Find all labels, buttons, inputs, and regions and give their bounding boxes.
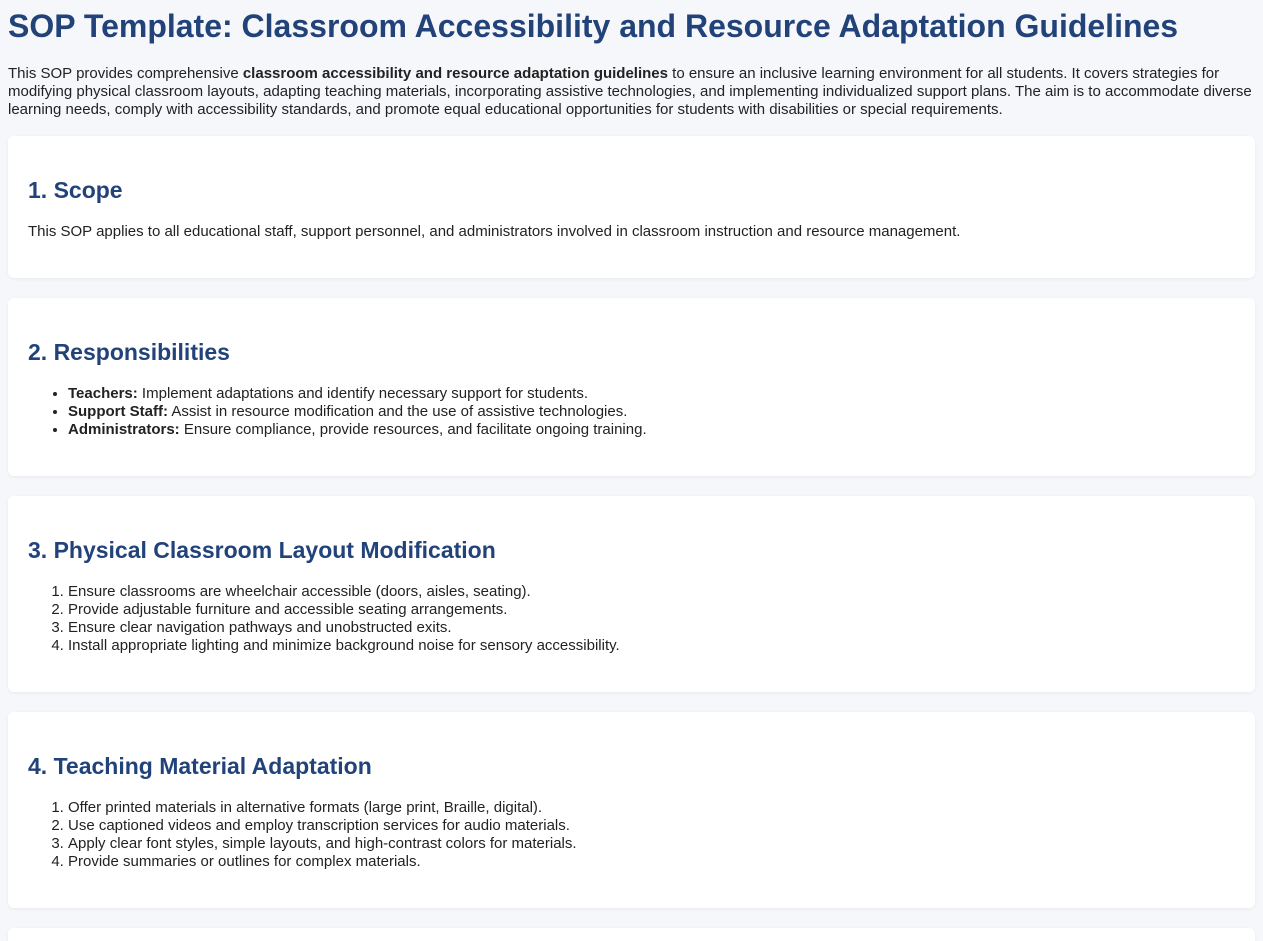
list-item: 1. Offer printed materials in alternative formats (large print, Braille, digital).: [68, 799, 1235, 817]
section-next-partial: [8, 928, 1255, 941]
role-label: Support Staff:: [68, 403, 168, 420]
list-item: 2. Use captioned videos and employ transcription services for audio materials.: [68, 817, 1235, 835]
intro-text-start: This SOP provides comprehensive: [8, 65, 243, 82]
section-material-adaptation: [8, 712, 1255, 908]
list-item: 4. Provide summaries or outlines for complex materials.: [68, 853, 1235, 871]
role-label: Administrators:: [68, 421, 180, 438]
scope-text: This SOP applies to all educational staff, support personnel, and administrators involved in classroom instruction and resource management.: [28, 223, 961, 240]
section-heading-scope: 1. Scope: [28, 177, 123, 203]
intro-paragraph: [8, 65, 1255, 119]
section-layout-modification: [8, 496, 1255, 692]
page-title: SOP Template: Classroom Accessibility and Resource Adaptation Guidelines: [8, 8, 1179, 44]
list-item: [68, 421, 1235, 439]
section-heading-responsibilities: 2. Responsibilities: [28, 339, 230, 365]
role-label: Teachers:: [68, 385, 138, 402]
intro-bold-text: classroom accessibility and resource adaptation guidelines: [242, 65, 668, 82]
list-item: [68, 385, 1235, 403]
section-scope: [8, 136, 1255, 278]
materials-list: [8, 799, 1235, 871]
section-heading-materials: 4. Teaching Material Adaptation: [28, 753, 372, 779]
list-item: 4. Install appropriate lighting and minimize background noise for sensory accessibility.: [68, 637, 1235, 655]
list-item: 3. Ensure clear navigation pathways and unobstructed exits.: [68, 619, 1235, 637]
responsibilities-list: [8, 385, 1235, 439]
intro-text-end: to ensure an inclusive learning environment for all students. It covers strategies for modifying physical classroom layouts, adapting teaching materials, incorporating assistive technologies, and implementing individualized support plans. The aim is to accommodate diverse learning needs, comply with accessibility standards, and promote equal educational opportunities for students with disabilities or special requirements.: [8, 65, 1252, 118]
role-description: Implement adaptations and identify necessary support for students.: [137, 385, 589, 402]
layout-list: [8, 583, 1235, 655]
list-item: 3. Apply clear font styles, simple layouts, and high-contrast colors for materials.: [68, 835, 1235, 853]
role-description: Ensure compliance, provide resources, and facilitate ongoing training.: [179, 421, 647, 438]
list-item: 1. Ensure classrooms are wheelchair accessible (doors, aisles, seating).: [68, 583, 1235, 601]
list-item: [68, 403, 1235, 421]
role-description: Assist in resource modification and the use of assistive technologies.: [167, 403, 628, 420]
document-page: [0, 0, 1263, 119]
section-responsibilities: [8, 298, 1255, 476]
list-item: 2. Provide adjustable furniture and accessible seating arrangements.: [68, 601, 1235, 619]
section-heading-layout: 3. Physical Classroom Layout Modification: [28, 537, 496, 563]
